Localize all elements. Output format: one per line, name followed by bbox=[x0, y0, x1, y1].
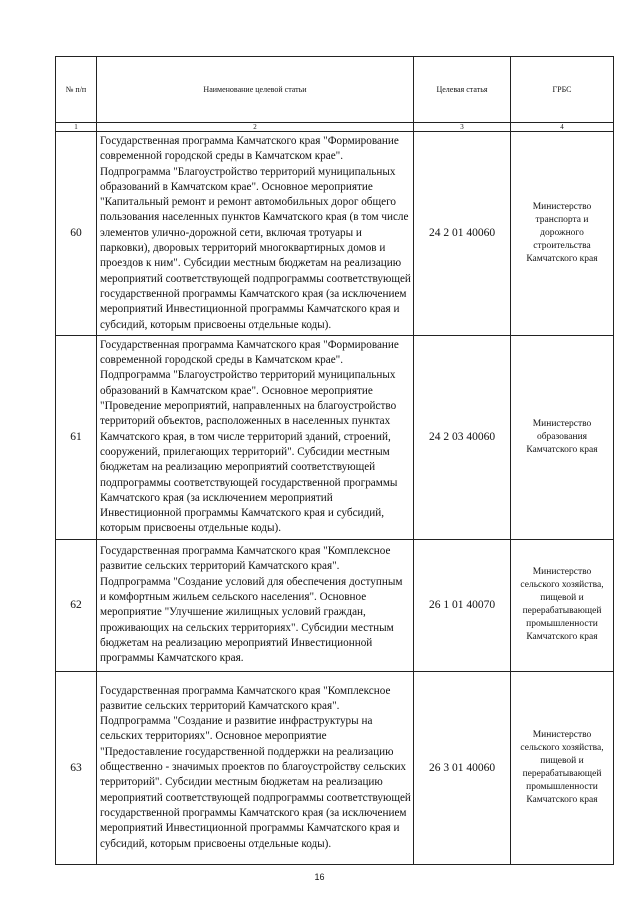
header-grbs: ГРБС bbox=[511, 57, 614, 123]
table-row bbox=[56, 539, 614, 671]
row-number: 62 bbox=[56, 539, 97, 671]
row-description: Государственная программа Камчатского края "Комплексное развитие сельских территорий Камчатского края". Подпрограмма "Создание условий для обеспечения доступным и комфортным жильем сельского населения". Основное мероприятие "Улучшение жилищных условий граждан, проживающих на сельских территориях". Субсидии местным бюджетам на реализацию мероприятий Инвестиционной программы Камчатского края. bbox=[97, 539, 414, 671]
row-code: 26 3 01 40060 bbox=[414, 671, 511, 864]
column-number: 2 bbox=[97, 123, 414, 132]
table-row bbox=[56, 335, 614, 539]
row-grbs: Министерство транспорта и дорожного строительства Камчатского края bbox=[511, 132, 614, 336]
header-number: № п/п bbox=[56, 57, 97, 123]
target-articles-table bbox=[55, 56, 614, 865]
row-grbs: Министерство сельского хозяйства, пищевой и перерабатывающей промышленности Камчатского края bbox=[511, 671, 614, 864]
row-description: Государственная программа Камчатского края "Формирование современной городской среды в Камчатском крае". Подпрограмма "Благоустройство территорий муниципальных образований в Камчатском крае". Основное мероприятие "Проведение мероприятий, направленных на благоустройство территорий объектов, расположенных в населенных пунктах Камчатского края, в том числе территорий зданий, строений, сооружений, прилегающих территорий". Субсидии местным бюджетам на реализацию мероприятий соответствующей подпрограммы соответствующей государственной программы Камчатского края (за исключением мероприятий Инвестиционной программы Камчатского края и субсидий, которым присвоены отдельные коды). bbox=[97, 335, 414, 539]
table-header-row bbox=[56, 57, 614, 123]
column-number: 3 bbox=[414, 123, 511, 132]
row-number: 61 bbox=[56, 335, 97, 539]
header-code: Целевая статья bbox=[414, 57, 511, 123]
header-name: Наименование целевой статьи bbox=[97, 57, 414, 123]
row-code: 24 2 01 40060 bbox=[414, 132, 511, 336]
row-number: 60 bbox=[56, 132, 97, 336]
column-number-row bbox=[56, 123, 614, 132]
row-code: 24 2 03 40060 bbox=[414, 335, 511, 539]
row-description: Государственная программа Камчатского края "Комплексное развитие сельских территорий Камчатского края". Подпрограмма "Создание и развитие инфраструктуры на сельских территориях". Основное мероприятие "Предоставление государственной поддержки на реализацию общественно - значимых проектов по благоустройству сельских территорий". Субсидии местным бюджетам на реализацию мероприятий соответствующей подпрограммы соответствующей государственной программы Камчатского края (за исключением мероприятий Инвестиционной программы Камчатского края и субсидий, которым присвоены отдельные коды). bbox=[97, 671, 414, 864]
row-grbs: Министерство образования Камчатского края bbox=[511, 335, 614, 539]
row-description: Государственная программа Камчатского края "Формирование современной городской среды в Камчатском крае". Подпрограмма "Благоустройство территорий муниципальных образований в Камчатском крае". Основное мероприятие "Капитальный ремонт и ремонт автомобильных дорог общего пользования населенных пунктов Камчатского края (в том числе элементов улично-дорожной сети, включая тротуары и парковки), дворовых территорий многоквартирных домов и проездов к ним". Субсидии местным бюджетам на реализацию мероприятий соответствующей подпрограммы соответствующей государственной программы Камчатского края (за исключением мероприятий Инвестиционной программы Камчатского края и субсидий, которым присвоены отдельные коды). bbox=[97, 132, 414, 336]
column-number: 4 bbox=[511, 123, 614, 132]
table-row bbox=[56, 132, 614, 336]
page-number: 16 bbox=[314, 872, 325, 882]
row-code: 26 1 01 40070 bbox=[414, 539, 511, 671]
column-number: 1 bbox=[56, 123, 97, 132]
row-number: 63 bbox=[56, 671, 97, 864]
row-grbs: Министерство сельского хозяйства, пищевой и перерабатывающей промышленности Камчатского края bbox=[511, 539, 614, 671]
table-row bbox=[56, 671, 614, 864]
